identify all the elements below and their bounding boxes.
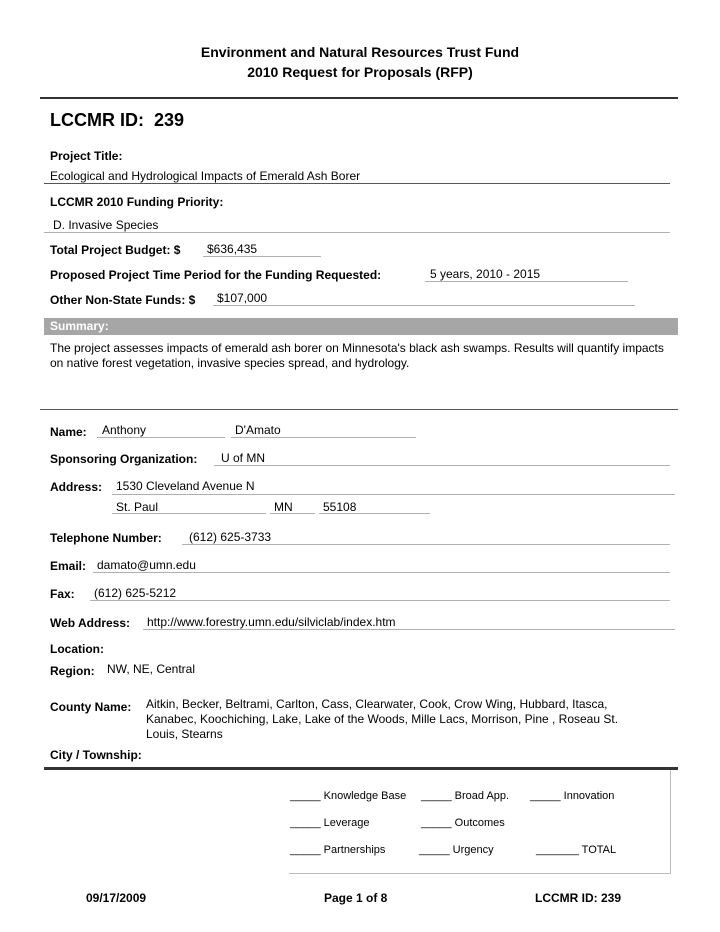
fax-label: Fax: <box>50 587 75 601</box>
document-title: Environment and Natural Resources Trust Fund <box>200 44 520 60</box>
last-name-value: D'Amato <box>235 423 281 437</box>
address-zip-value: 55108 <box>323 500 357 514</box>
budget-underline <box>203 256 321 257</box>
email-underline <box>93 572 670 573</box>
time-period-label: Proposed Project Time Period for the Funding Requested: <box>50 268 382 282</box>
nonstate-funds-underline <box>213 305 635 306</box>
lccmr-id-label: LCCMR ID: <box>50 110 144 130</box>
telephone-value: (612) 625-3733 <box>189 530 272 544</box>
funding-priority-label: LCCMR 2010 Funding Priority: <box>50 195 224 209</box>
score-total: _______ TOTAL <box>536 844 617 856</box>
sponsoring-org-value: U of MN <box>221 451 266 465</box>
telephone-underline <box>182 544 670 545</box>
funding-priority-underline <box>44 232 670 233</box>
address-state-underline <box>270 513 315 514</box>
address-city-value: St. Paul <box>116 500 159 514</box>
summary-divider <box>40 409 678 410</box>
web-address-label: Web Address: <box>50 616 131 630</box>
address-city-underline <box>112 513 266 514</box>
footer-lccmr-id: LCCMR ID: 239 <box>535 891 622 905</box>
email-value: damato@umn.edu <box>97 558 196 572</box>
telephone-label: Telephone Number: <box>50 531 162 545</box>
location-divider <box>44 767 678 770</box>
fax-underline <box>90 600 670 601</box>
score-outcomes: _____ Outcomes <box>421 817 505 829</box>
last-name-underline <box>231 437 416 438</box>
web-address-underline <box>143 629 675 630</box>
nonstate-funds-label: Other Non-State Funds: $ <box>50 293 196 307</box>
sponsoring-org-underline <box>214 465 670 466</box>
time-period-value: 5 years, 2010 - 2015 <box>430 267 541 281</box>
project-title-label: Project Title: <box>50 149 123 163</box>
lccmr-id-value: 239 <box>154 110 185 130</box>
time-period-underline <box>425 281 628 282</box>
summary-header-bar <box>44 318 678 335</box>
budget-value: $636,435 <box>207 242 258 256</box>
fax-value: (612) 625-5212 <box>94 586 177 600</box>
nonstate-funds-value: $107,000 <box>217 291 268 305</box>
footer-date: 09/17/2009 <box>86 891 147 905</box>
project-title-value: Ecological and Hydrological Impacts of Emerald Ash Borer <box>50 169 361 183</box>
header-divider <box>40 97 678 99</box>
score-leverage: _____ Leverage <box>290 817 370 829</box>
region-label: Region: <box>50 664 95 678</box>
address-state-value: MN <box>274 500 293 514</box>
address-label: Address: <box>50 480 103 494</box>
location-label: Location: <box>50 642 104 656</box>
footer-page-number: Page 1 of 8 <box>324 891 388 905</box>
email-label: Email: <box>50 559 87 573</box>
score-innovation: _____ Innovation <box>530 790 615 802</box>
summary-label: Summary: <box>50 319 109 333</box>
name-label: Name: <box>50 425 87 439</box>
funding-priority-value: D. Invasive Species <box>53 218 159 232</box>
region-value: NW, NE, Central <box>107 662 196 676</box>
first-name-value: Anthony <box>102 423 147 437</box>
county-label: County Name: <box>50 700 132 714</box>
county-line-2: Kanabec, Koochiching, Lake, Lake of the Woods, Mille Lacs, Morrison, Pine , Roseau St. <box>146 712 619 726</box>
score-broad-app: _____ Broad App. <box>421 790 510 802</box>
county-line-3: Louis, Stearns <box>146 727 223 741</box>
score-partnerships: _____ Partnerships <box>290 844 386 856</box>
project-title-underline <box>44 183 670 184</box>
sponsoring-org-label: Sponsoring Organization: <box>50 452 198 466</box>
score-knowledge-base: _____ Knowledge Base <box>290 790 407 802</box>
address-zip-underline <box>319 513 430 514</box>
address-street-value: 1530 Cleveland Avenue N <box>116 479 255 493</box>
score-urgency: _____ Urgency <box>419 844 494 856</box>
summary-text: The project assesses impacts of emerald ash borer on Minnesota's black ash swamps. Results will quantify impacts on native forest vegetation, invasive species spread, and hydrology. <box>50 341 664 370</box>
scoring-box-bottom-border <box>289 873 671 874</box>
city-township-label: City / Township: <box>50 748 142 762</box>
lccmr-id-heading <box>50 110 184 131</box>
address-street-underline <box>112 494 675 495</box>
scoring-box-right-border <box>670 770 671 874</box>
web-address-value: http://www.forestry.umn.edu/silviclab/index.htm <box>147 615 396 629</box>
budget-label: Total Project Budget: $ <box>50 243 181 257</box>
document-subtitle: 2010 Request for Proposals (RFP) <box>247 64 473 80</box>
first-name-underline <box>97 437 225 438</box>
county-line-1: Aitkin, Becker, Beltrami, Carlton, Cass, Clearwater, Cook, Crow Wing, Hubbard, Itasca, <box>146 697 608 711</box>
